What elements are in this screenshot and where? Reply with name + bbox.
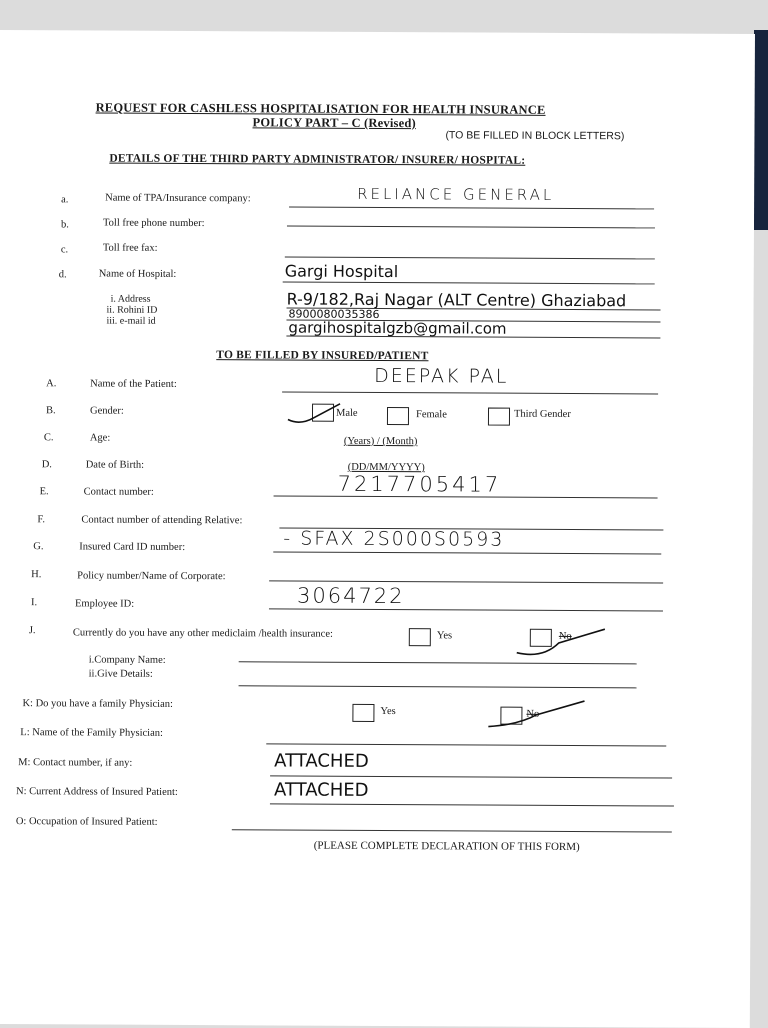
row-index: E.: [39, 486, 49, 498]
tpa-name-value[interactable]: RELIANCE GENERAL: [357, 184, 555, 204]
form-subtitle: POLICY PART – C (Revised): [252, 115, 416, 131]
address-sub-label: i. Address: [110, 293, 151, 305]
section-heading-patient: TO BE FILLED BY INSURED/PATIENT: [216, 349, 429, 363]
contact-number-line: [274, 495, 658, 498]
hospital-name-label: Name of Hospital:: [98, 268, 177, 280]
company-name-label: i.Company Name:: [88, 654, 166, 666]
row-index: C.: [43, 432, 54, 444]
email-sub-label: iii. e-mail id: [106, 315, 156, 327]
patient-name-label: Name of the Patient:: [90, 378, 177, 390]
row-index: B.: [45, 405, 56, 417]
row-index: G.: [33, 541, 44, 553]
contact-if-any-value[interactable]: ATTACHED: [274, 750, 369, 772]
age-format-hint: (Years) / (Month): [343, 435, 418, 448]
female-checkbox[interactable]: [387, 407, 409, 425]
contact-number-value[interactable]: 7217705417: [337, 471, 502, 497]
tpa-name-label: Name of TPA/Insurance company:: [105, 192, 251, 205]
tpa-name-line: [289, 207, 654, 210]
rohini-sub-label: ii. Rohini ID: [106, 304, 158, 316]
physician-no-label: No: [526, 708, 540, 720]
section-heading-tpa: DETAILS OF THE THIRD PARTY ADMINISTRATOR/ INSURER/ HOSPITAL:: [109, 152, 526, 167]
row-index: F.: [37, 514, 46, 526]
policy-number-label: Policy number/Name of Corporate:: [77, 570, 226, 583]
declaration-note: (PLEASE COMPLETE DECLARATION OF THIS FORM): [313, 839, 580, 854]
row-index: A.: [46, 378, 57, 390]
insured-card-line: [273, 551, 661, 554]
dob-format-hint: (DD/MM/YYYY): [347, 461, 425, 474]
hospital-name-value[interactable]: Gargi Hospital: [284, 261, 399, 282]
row-index: J.: [28, 625, 36, 637]
email-value[interactable]: gargihospitalgzb@gmail.com: [288, 318, 507, 338]
row-index: d.: [58, 269, 67, 281]
insured-card-label: Insured Card ID number:: [79, 541, 186, 553]
current-address-label: N: Current Address of Insured Patient:: [15, 786, 178, 798]
employee-id-label: Employee ID:: [74, 598, 135, 610]
family-physician-question: K: Do you have a family Physician:: [22, 698, 173, 710]
company-name-line[interactable]: [239, 661, 637, 664]
gender-label: Gender:: [89, 405, 124, 417]
form-page: [0, 30, 755, 1028]
physician-yes-checkbox[interactable]: [352, 704, 374, 722]
physician-name-line[interactable]: [266, 743, 666, 746]
form-title: REQUEST FOR CASHLESS HOSPITALISATION FOR HEALTH INSURANCE: [95, 100, 546, 117]
physician-yes-label: Yes: [380, 706, 396, 718]
other-insurance-no-label: No: [558, 630, 572, 643]
hospital-name-line: [283, 281, 655, 284]
other-insurance-no-mark: [513, 625, 609, 662]
email-line: [286, 336, 660, 339]
occupation-line[interactable]: [232, 829, 672, 832]
age-label: Age:: [89, 432, 111, 444]
give-details-line[interactable]: [239, 685, 637, 688]
rohini-id-value[interactable]: 8900080035386: [288, 307, 380, 321]
hospital-address-value[interactable]: R-9/182,Raj Nagar (ALT Centre) Ghaziabad: [286, 289, 627, 311]
gender-option-third: Third Gender: [513, 408, 571, 420]
contact-if-any-line: [270, 775, 672, 778]
toll-free-phone-label: Toll free phone number:: [102, 217, 205, 230]
current-address-value[interactable]: ATTACHED: [273, 779, 369, 801]
patient-name-value[interactable]: DEEPAK PAL: [374, 364, 509, 388]
dob-label: Date of Birth:: [85, 459, 145, 471]
toll-free-fax-line[interactable]: [285, 256, 655, 259]
gender-option-female: Female: [415, 409, 447, 421]
other-insurance-label: Currently do you have any other mediclaim /health insurance:: [72, 627, 333, 640]
row-index: a.: [61, 194, 69, 206]
toll-free-phone-line[interactable]: [287, 226, 655, 229]
toll-free-fax-label: Toll free fax:: [102, 242, 158, 254]
block-letters-note: (TO BE FILLED IN BLOCK LETTERS): [445, 129, 625, 143]
occupation-label: O: Occupation of Insured Patient:: [15, 816, 158, 828]
row-index: I.: [30, 597, 38, 609]
contact-if-any-label: M: Contact number, if any:: [18, 757, 133, 769]
row-index: H.: [31, 569, 42, 581]
employee-id-value[interactable]: 3064722: [296, 583, 405, 609]
other-insurance-yes-label: Yes: [436, 630, 453, 642]
gender-option-male: Male: [335, 407, 358, 419]
physician-name-label: L: Name of the Family Physician:: [20, 727, 163, 739]
background-edge: [754, 30, 768, 230]
row-index: c.: [60, 244, 69, 256]
relative-contact-label: Contact number of attending Relative:: [81, 514, 243, 527]
employee-id-line: [269, 608, 663, 611]
other-insurance-yes-checkbox[interactable]: [409, 628, 431, 646]
third-gender-checkbox[interactable]: [488, 408, 510, 426]
patient-name-line: [282, 391, 658, 394]
row-index: D.: [41, 459, 52, 471]
insured-card-value[interactable]: - SFAX 2S000S0593: [283, 527, 505, 551]
give-details-label: ii.Give Details:: [88, 668, 153, 680]
current-address-line: [270, 803, 674, 806]
row-index: b.: [60, 219, 69, 231]
physician-no-mark: [484, 697, 588, 734]
contact-number-label: Contact number:: [83, 486, 154, 498]
